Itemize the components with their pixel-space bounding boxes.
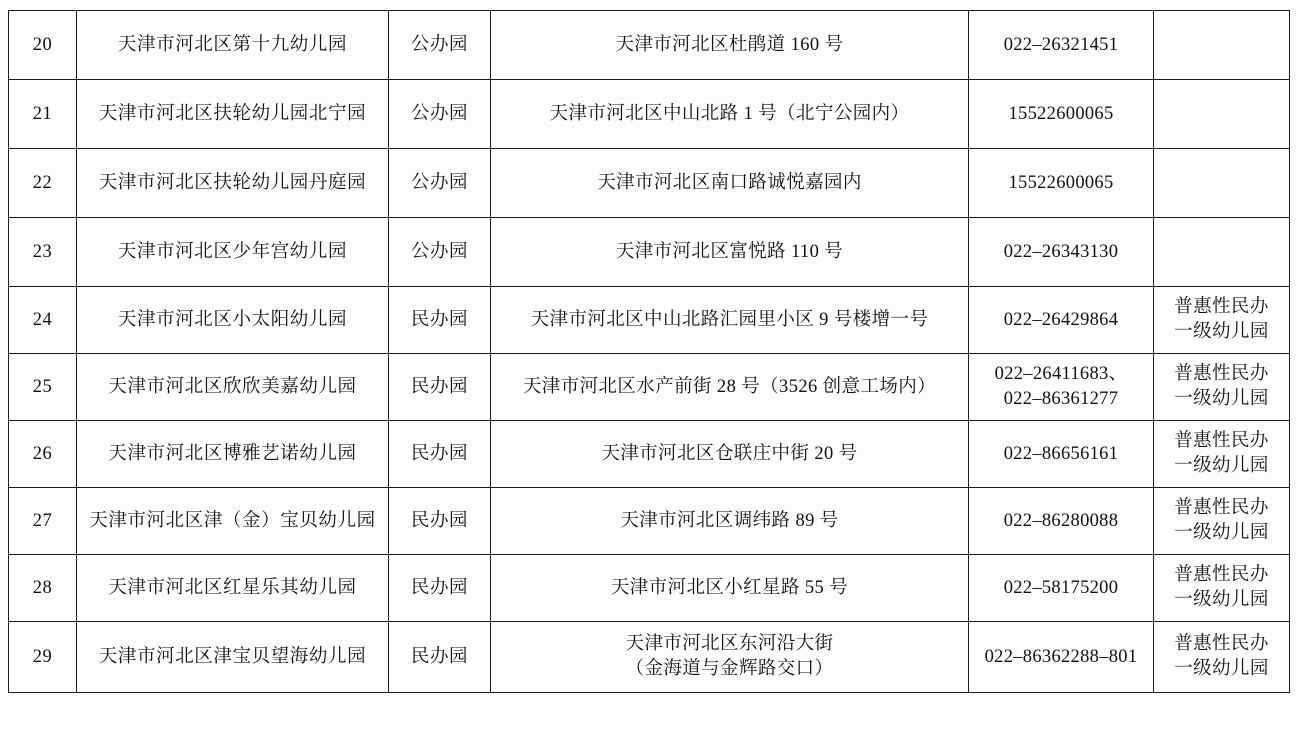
address-line: 天津市河北区南口路诚悦嘉园内 [597, 172, 862, 193]
row-number: 22 [9, 149, 77, 218]
kindergarten-phone [969, 218, 1154, 287]
kindergarten-note [1154, 218, 1290, 287]
row-number: 26 [9, 421, 77, 488]
note-line: 普惠性民办 [1174, 297, 1269, 318]
address-line: 天津市河北区水产前街 28 号（3526 创意工场内） [522, 376, 937, 397]
address-line: 天津市河北区东河沿大街 [625, 634, 834, 655]
kindergarten-phone [969, 488, 1154, 555]
kindergarten-type: 民办园 [389, 555, 491, 622]
address-line: 天津市河北区小红星路 55 号 [610, 577, 849, 598]
kindergarten-phone [969, 622, 1154, 693]
kindergarten-note [1154, 80, 1290, 149]
kindergarten-address [491, 555, 969, 622]
table-row [9, 218, 1290, 287]
table-body [9, 11, 1290, 693]
address-line: 天津市河北区中山北路汇园里小区 9 号楼增一号 [530, 309, 929, 330]
kindergarten-name: 天津市河北区扶轮幼儿园丹庭园 [77, 149, 389, 218]
address-line: 天津市河北区仓联庄中街 20 号 [601, 443, 858, 464]
row-number: 20 [9, 11, 77, 80]
phone-line: 022–86361277 [1003, 389, 1119, 409]
kindergarten-type: 公办园 [389, 11, 491, 80]
note-line: 一级幼儿园 [1174, 523, 1269, 543]
phone-line: 022–86656161 [1003, 443, 1119, 464]
kindergarten-address [491, 80, 969, 149]
kindergarten-name: 天津市河北区欣欣美嘉幼儿园 [77, 354, 389, 421]
kindergarten-address [491, 149, 969, 218]
phone-line: 022–26411683、 [994, 364, 1128, 385]
kindergarten-type: 民办园 [389, 488, 491, 555]
note-line: 一级幼儿园 [1174, 389, 1269, 409]
kindergarten-address [491, 622, 969, 693]
address-line: 天津市河北区富悦路 110 号 [615, 241, 844, 262]
address-line: 天津市河北区中山北路 1 号（北宁公园内） [549, 103, 910, 124]
row-number: 28 [9, 555, 77, 622]
kindergarten-address [491, 421, 969, 488]
kindergarten-name: 天津市河北区红星乐其幼儿园 [77, 555, 389, 622]
kindergarten-address [491, 354, 969, 421]
kindergarten-phone [969, 149, 1154, 218]
table-row [9, 421, 1290, 488]
kindergarten-note [1154, 11, 1290, 80]
note-line: 一级幼儿园 [1174, 322, 1269, 342]
table-row [9, 488, 1290, 555]
note-line: 一级幼儿园 [1174, 456, 1269, 476]
kindergarten-phone [969, 11, 1154, 80]
kindergarten-phone [969, 555, 1154, 622]
row-number: 25 [9, 354, 77, 421]
phone-line: 022–26343130 [1003, 241, 1119, 262]
kindergarten-name: 天津市河北区津宝贝望海幼儿园 [77, 622, 389, 693]
kindergarten-name: 天津市河北区扶轮幼儿园北宁园 [77, 80, 389, 149]
kindergarten-note [1154, 622, 1290, 693]
table-row [9, 622, 1290, 693]
table-row [9, 354, 1290, 421]
kindergarten-type: 公办园 [389, 80, 491, 149]
kindergarten-name: 天津市河北区小太阳幼儿园 [77, 287, 389, 354]
kindergarten-address [491, 11, 969, 80]
phone-line: 022–26429864 [1003, 309, 1119, 330]
kindergarten-note [1154, 149, 1290, 218]
note-line: 普惠性民办 [1174, 364, 1269, 385]
kindergarten-phone [969, 354, 1154, 421]
note-line: 普惠性民办 [1174, 431, 1269, 452]
note-line: 一级幼儿园 [1174, 590, 1269, 610]
kindergarten-address [491, 488, 969, 555]
phone-line: 15522600065 [1008, 103, 1114, 124]
row-number: 23 [9, 218, 77, 287]
kindergarten-type: 民办园 [389, 287, 491, 354]
kindergarten-name: 天津市河北区少年宫幼儿园 [77, 218, 389, 287]
table-row [9, 555, 1290, 622]
table-row [9, 80, 1290, 149]
address-line: 天津市河北区调纬路 89 号 [620, 510, 839, 531]
phone-line: 022–26321451 [1003, 34, 1119, 55]
kindergarten-phone [969, 287, 1154, 354]
kindergarten-type: 民办园 [389, 421, 491, 488]
table-row [9, 287, 1290, 354]
kindergarten-name: 天津市河北区博雅艺诺幼儿园 [77, 421, 389, 488]
phone-line: 022–58175200 [1003, 577, 1119, 598]
note-line: 普惠性民办 [1174, 634, 1269, 655]
note-line: 普惠性民办 [1174, 565, 1269, 586]
kindergarten-note [1154, 488, 1290, 555]
note-line: 一级幼儿园 [1174, 659, 1269, 679]
table-row [9, 11, 1290, 80]
kindergarten-type: 民办园 [389, 354, 491, 421]
kindergarten-type: 民办园 [389, 622, 491, 693]
kindergarten-table [8, 10, 1290, 693]
row-number: 27 [9, 488, 77, 555]
phone-line: 022–86362288–801 [984, 646, 1138, 667]
kindergarten-phone [969, 80, 1154, 149]
note-line: 普惠性民办 [1174, 498, 1269, 519]
kindergarten-type: 公办园 [389, 218, 491, 287]
kindergarten-phone [969, 421, 1154, 488]
row-number: 21 [9, 80, 77, 149]
row-number: 24 [9, 287, 77, 354]
kindergarten-address [491, 218, 969, 287]
kindergarten-address [491, 287, 969, 354]
phone-line: 15522600065 [1008, 172, 1114, 193]
row-number: 29 [9, 622, 77, 693]
table-row [9, 149, 1290, 218]
phone-line: 022–86280088 [1003, 510, 1119, 531]
address-line: （金海道与金辉路交口） [625, 659, 834, 679]
kindergarten-note [1154, 287, 1290, 354]
kindergarten-name: 天津市河北区津（金）宝贝幼儿园 [77, 488, 389, 555]
kindergarten-note [1154, 555, 1290, 622]
address-line: 天津市河北区杜鹃道 160 号 [615, 34, 844, 55]
kindergarten-name: 天津市河北区第十九幼儿园 [77, 11, 389, 80]
kindergarten-note [1154, 354, 1290, 421]
kindergarten-type: 公办园 [389, 149, 491, 218]
kindergarten-note [1154, 421, 1290, 488]
